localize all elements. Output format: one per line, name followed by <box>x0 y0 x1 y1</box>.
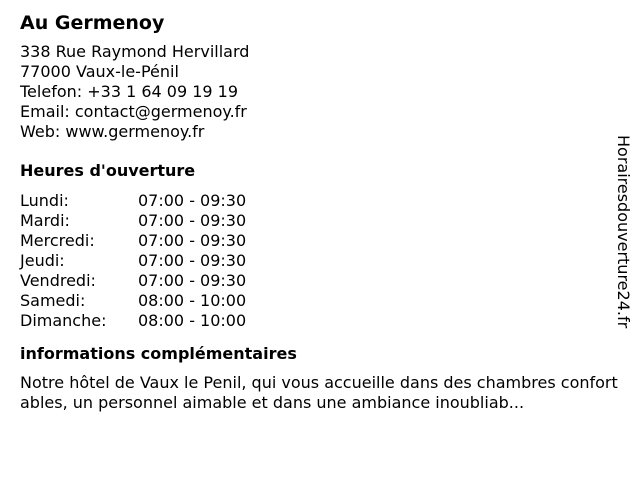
hours-row-sunday <box>20 311 246 331</box>
day-hours: 07:00 - 09:30 <box>138 231 247 250</box>
day-hours: 07:00 - 09:30 <box>138 251 247 270</box>
additional-info-text: Notre hôtel de Vaux le Penil, qui vous accueille dans des chambres confortables, un personnel aimable et dans une ambiance inoubliab... <box>20 373 618 412</box>
email-line: Email: contact@germenoy.fr <box>20 102 247 121</box>
hours-row-saturday <box>20 291 246 311</box>
hours-row-tuesday <box>20 211 246 231</box>
hours-row-wednesday <box>20 231 246 251</box>
day-hours: 07:00 - 09:30 <box>138 211 247 230</box>
site-watermark: Horairesdouverture24.fr <box>614 135 633 329</box>
contact-block <box>20 42 610 142</box>
day-label: Dimanche: <box>20 311 107 330</box>
day-label: Jeudi: <box>20 251 65 270</box>
additional-info-heading: informations complémentaires <box>20 344 297 363</box>
day-label: Lundi: <box>20 191 69 210</box>
street-address: 338 Rue Raymond Hervillard <box>20 42 250 61</box>
opening-hours-table <box>20 191 246 331</box>
day-hours: 08:00 - 10:00 <box>138 311 247 330</box>
business-card <box>20 10 618 413</box>
web-line: Web: www.germenoy.fr <box>20 122 205 141</box>
day-hours: 07:00 - 09:30 <box>138 271 247 290</box>
hours-row-monday <box>20 191 246 211</box>
day-label: Vendredi: <box>20 271 96 290</box>
day-hours: 08:00 - 10:00 <box>138 291 247 310</box>
day-hours: 07:00 - 09:30 <box>138 191 247 210</box>
hours-row-thursday <box>20 251 246 271</box>
hours-row-friday <box>20 271 246 291</box>
phone-line: Telefon: +33 1 64 09 19 19 <box>20 82 239 101</box>
city-address: 77000 Vaux-le-Pénil <box>20 62 179 81</box>
day-label: Mercredi: <box>20 231 95 250</box>
day-label: Mardi: <box>20 211 70 230</box>
business-name: Au Germenoy <box>20 12 165 34</box>
opening-hours-heading: Heures d'ouverture <box>20 161 196 180</box>
day-label: Samedi: <box>20 291 86 310</box>
